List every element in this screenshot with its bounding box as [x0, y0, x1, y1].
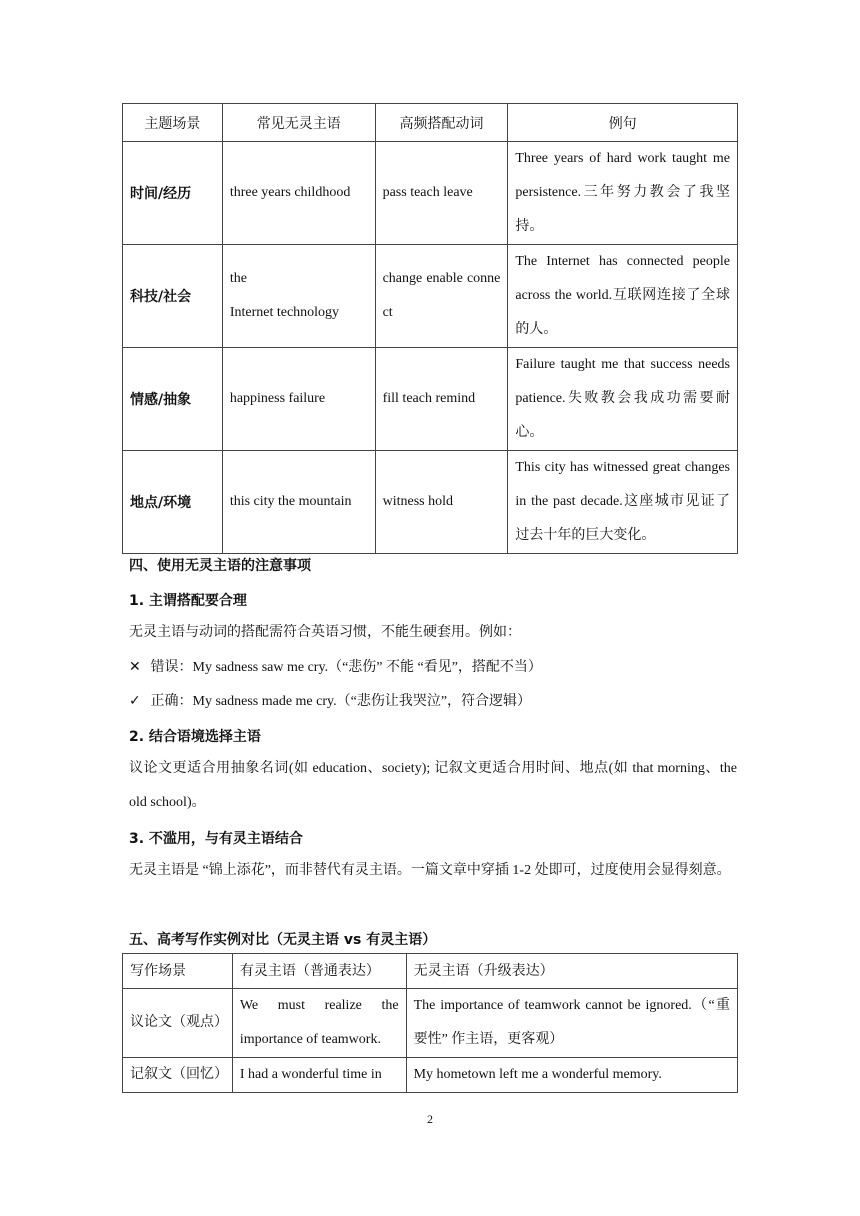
scene-cell: 科技/社会 — [123, 245, 223, 348]
inanimate-cell: My hometown left me a wonderful memory. — [406, 1058, 737, 1093]
verbs-cell: fill teach remind — [375, 348, 508, 451]
example-cell: Three years of hard work taught me persistence.三年努力教会了我坚持。 — [508, 142, 738, 245]
subject-scene-table — [122, 103, 738, 554]
table-header: 有灵主语（普通表达） — [232, 954, 406, 989]
section-heading: 四、使用无灵主语的注意事项 — [129, 558, 311, 574]
comparison-table — [122, 953, 738, 1093]
table-row — [123, 1058, 738, 1093]
section-heading: 五、高考写作实例对比（无灵主语 vs 有灵主语） — [129, 932, 437, 948]
example-cell: Failure taught me that success needs patience.失败教会我成功需要耐心。 — [508, 348, 738, 451]
subjects-line: Internet technology — [229, 305, 340, 320]
table-header-row — [123, 104, 738, 142]
table-row — [123, 348, 738, 451]
paragraph: 议论文更适合用抽象名词(如 education、society); 记叙文更适合用时间、地点(如 that morning、the old school)。 — [129, 761, 737, 810]
right-example — [129, 684, 737, 719]
paragraph: 无灵主语与动词的搭配需符合英语习惯，不能生硬套用。例如： — [129, 625, 521, 640]
table-header: 例句 — [508, 104, 738, 142]
table-row — [123, 245, 738, 348]
table-header-row — [123, 954, 738, 989]
scene-cell: 地点/环境 — [123, 451, 223, 554]
check-icon: ✓ — [129, 693, 141, 709]
example-cell: This city has witnessed great changes in the past decade.这座城市见证了过去十年的巨大变化。 — [508, 451, 738, 554]
verbs-cell: witness hold — [375, 451, 508, 554]
table-header: 常见无灵主语 — [222, 104, 375, 142]
subjects-cell — [222, 245, 375, 348]
table-row — [123, 451, 738, 554]
scene-cell: 议论文（观点） — [123, 989, 233, 1058]
table-row — [123, 142, 738, 245]
subjects-cell: three years childhood — [222, 142, 375, 245]
subsection-heading: 2. 结合语境选择主语 — [129, 729, 261, 745]
cross-icon: ✕ — [129, 659, 141, 675]
page-number: 2 — [427, 1112, 433, 1126]
example-cell: The Internet has connected people across the world.互联网连接了全球的人。 — [508, 245, 738, 348]
wrong-example-text: 错误：My sadness saw me cry.（“悲伤” 不能 “看见”，搭配不当） — [150, 660, 542, 675]
subjects-line: the — [229, 271, 247, 286]
subsection-heading: 3. 不滥用，与有灵主语结合 — [129, 831, 303, 847]
verbs-cell: pass teach leave — [375, 142, 508, 245]
subsection-heading: 1. 主谓搭配要合理 — [129, 593, 247, 609]
scene-cell: 情感/抽象 — [123, 348, 223, 451]
animate-cell: I had a wonderful time in — [232, 1058, 406, 1093]
table-header: 无灵主语（升级表达） — [406, 954, 737, 989]
verbs-cell: change enable connect — [375, 245, 508, 348]
table-row — [123, 989, 738, 1058]
scene-cell: 记叙文（回忆） — [123, 1058, 233, 1093]
subjects-cell: happiness failure — [222, 348, 375, 451]
animate-cell: We must realize the importance of teamwork. — [232, 989, 406, 1058]
wrong-example — [129, 650, 737, 685]
table-header: 主题场景 — [123, 104, 223, 142]
inanimate-cell: The importance of teamwork cannot be ignored.（“重要性” 作主语，更客观） — [406, 989, 737, 1058]
table-header: 写作场景 — [123, 954, 233, 989]
scene-cell: 时间/经历 — [123, 142, 223, 245]
subjects-cell: this city the mountain — [222, 451, 375, 554]
table-header: 高频搭配动词 — [375, 104, 508, 142]
right-example-text: 正确：My sadness made me cry.（“悲伤让我哭泣”，符合逻辑） — [150, 694, 532, 709]
paragraph: 无灵主语是 “锦上添花”，而非替代有灵主语。一篇文章中穿插 1-2 处即可，过度使用会显得刻意。 — [129, 863, 731, 878]
